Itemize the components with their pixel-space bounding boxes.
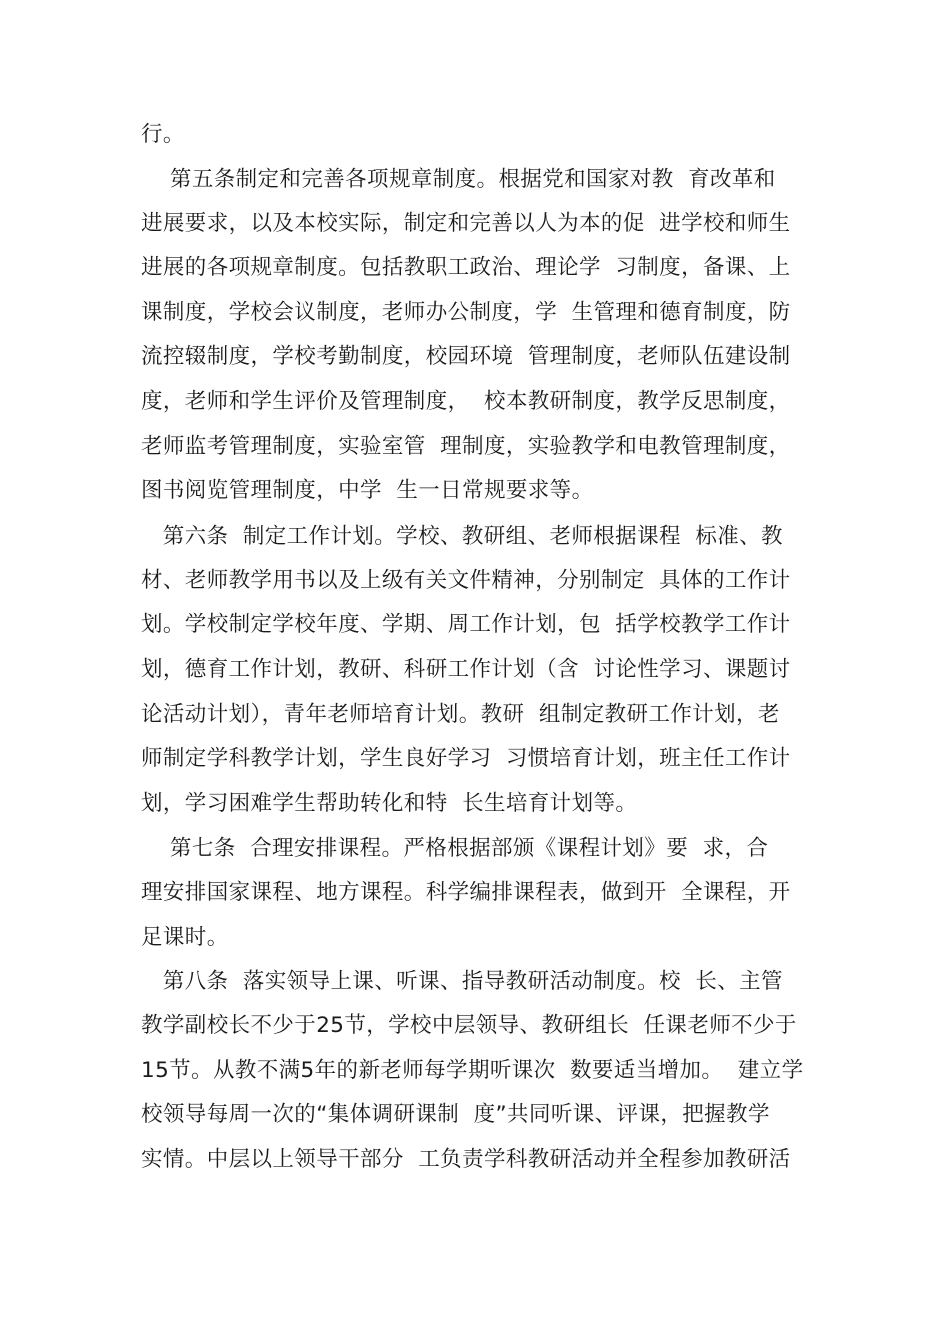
text-line-3: 进展要求，以及本校实际，制定和完善以人为本的促 进学校和师生 xyxy=(141,211,791,236)
text-line-23: 校领导每周一次的“集体调研课制 度”共同听课、评课，把握教学 xyxy=(141,1102,770,1127)
text-line-4: 进展的各项规章制度。包括教职工政治、理论学 习制度，备课、上 xyxy=(141,255,791,280)
text-line-12: 划。学校制定学校年度、学期、周工作计划，包 括学校教学工作计 xyxy=(141,612,791,637)
text-line-20: 第八条 落实领导上课、听课、指导教研活动制度。校 长、主管 xyxy=(141,969,783,994)
text-line-18: 理安排国家课程、地方课程。科学编排课程表，做到开 全课程，开 xyxy=(141,880,791,905)
text-line-16: 划，学习困难学生帮助转化和特 长生培育计划等。 xyxy=(141,791,638,816)
text-line-17: 第七条 合理安排课程。严格根据部颁《课程计划》要 求，合 xyxy=(141,836,769,861)
text-line-10: 第六条 制定工作计划。学校、教研组、老师根据课程 标准、教 xyxy=(141,524,783,549)
text-line-11: 材、老师教学用书以及上级有关文件精神，分别制定 具体的工作计 xyxy=(141,568,791,593)
text-line-22: 15节。从教不满5年的新老师每学期听课次 数要适当增加。 建立学 xyxy=(141,1058,804,1083)
text-line-15: 师制定学科教学计划，学生良好学习 习惯培育计划，班主任工作计 xyxy=(141,746,791,771)
text-line-5: 课制度，学校会议制度，老师办公制度，学 生管理和德育制度，防 xyxy=(141,300,791,325)
text-line-1: 行。 xyxy=(141,122,185,147)
text-line-14: 论活动计划），青年老师培育计划。教研 组制定教研工作计划，老 xyxy=(141,702,780,727)
text-line-2: 第五条制定和完善各项规章制度。根据党和国家对教 育改革和 xyxy=(141,167,776,192)
text-line-13: 划，德育工作计划，教研、科研工作计划（含 讨论性学习、课题讨 xyxy=(141,657,791,682)
text-line-8: 老师监考管理制度，实验室管 理制度，实验教学和电教管理制度， xyxy=(141,434,791,459)
text-line-6: 流控辍制度，学校考勤制度，校园环境 管理制度，老师队伍建设制 xyxy=(141,344,791,369)
text-line-7: 度，老师和学生评价及管理制度， 校本教研制度，教学反思制度， xyxy=(141,389,791,414)
text-line-24: 实情。中层以上领导干部分 工负责学科教研活动并全程参加教研活 xyxy=(141,1147,791,1172)
text-line-19: 足课时。 xyxy=(141,925,229,950)
text-line-21: 教学副校长不少于25节，学校中层领导、教研组长 任课老师不少于 xyxy=(141,1013,797,1038)
text-line-9: 图书阅览管理制度，中学 生一日常规要求等。 xyxy=(141,478,594,503)
